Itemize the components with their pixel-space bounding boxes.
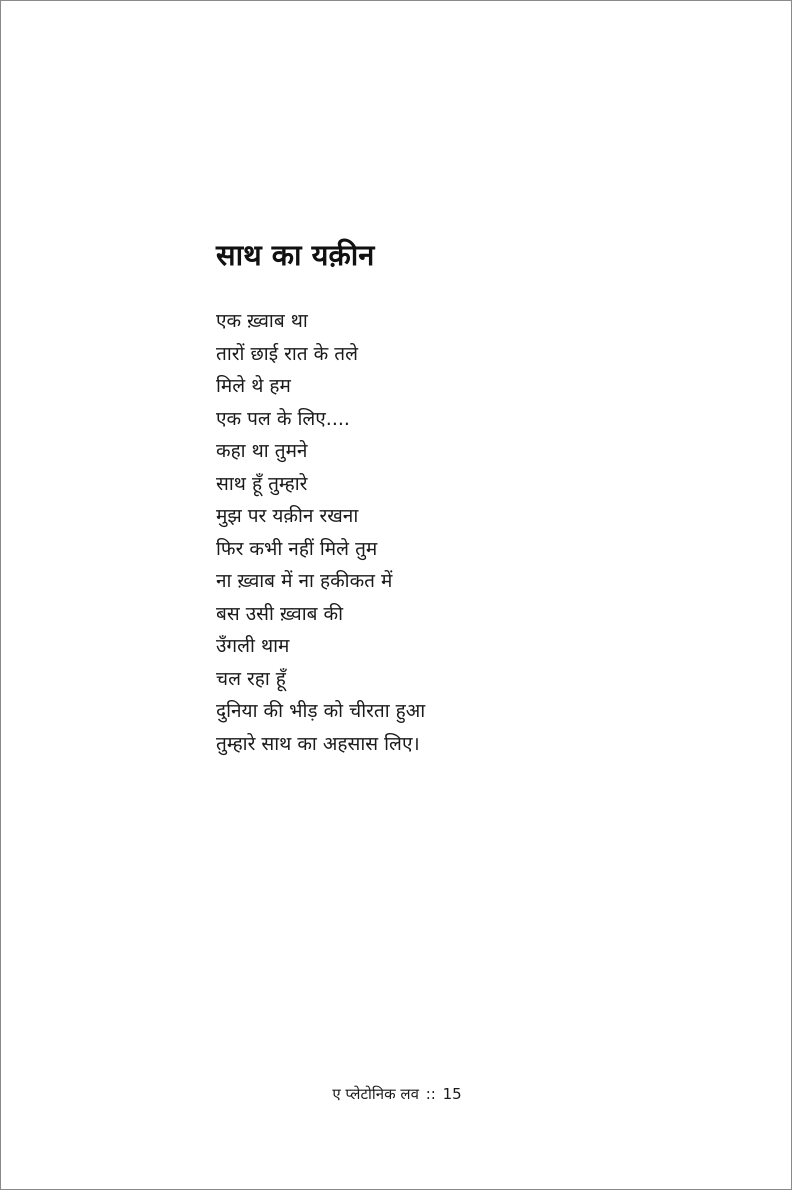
poem-title: साथ का यक़ीन bbox=[216, 238, 375, 272]
poem-line: एक पल के लिए.... bbox=[216, 407, 350, 430]
poem-line: दुनिया की भीड़ को चीरता हुआ bbox=[216, 700, 426, 722]
poem-line: मुझ पर यक़ीन रखना bbox=[216, 505, 359, 527]
poem-line: चल रहा हूँ bbox=[216, 667, 286, 690]
footer-book-title: ए प्लेटोनिक लव bbox=[332, 1085, 419, 1103]
poem-line: ना ख़्वाब में ना हकीकत में bbox=[216, 570, 393, 592]
page-number: 15 bbox=[442, 1085, 462, 1103]
poem-line: एक ख़्वाब था bbox=[216, 310, 308, 332]
footer-separator: :: bbox=[425, 1085, 436, 1103]
poem-line: मिले थे हम bbox=[216, 375, 291, 397]
poem-body bbox=[216, 305, 425, 760]
poem-line: उँगली थाम bbox=[216, 635, 290, 657]
poem-line: कहा था तुमने bbox=[216, 440, 308, 462]
poem-line: बस उसी ख़्वाब की bbox=[216, 602, 344, 625]
page-footer bbox=[1, 1081, 792, 1107]
poem-line: साथ हूँ तुम्हारे bbox=[216, 472, 308, 495]
poem-line: फिर कभी नहीं मिले तुम bbox=[216, 537, 378, 560]
poem-line: तुम्हारे साथ का अहसास लिए। bbox=[216, 732, 420, 755]
poem-line: तारों छाई रात के तले bbox=[216, 342, 358, 365]
